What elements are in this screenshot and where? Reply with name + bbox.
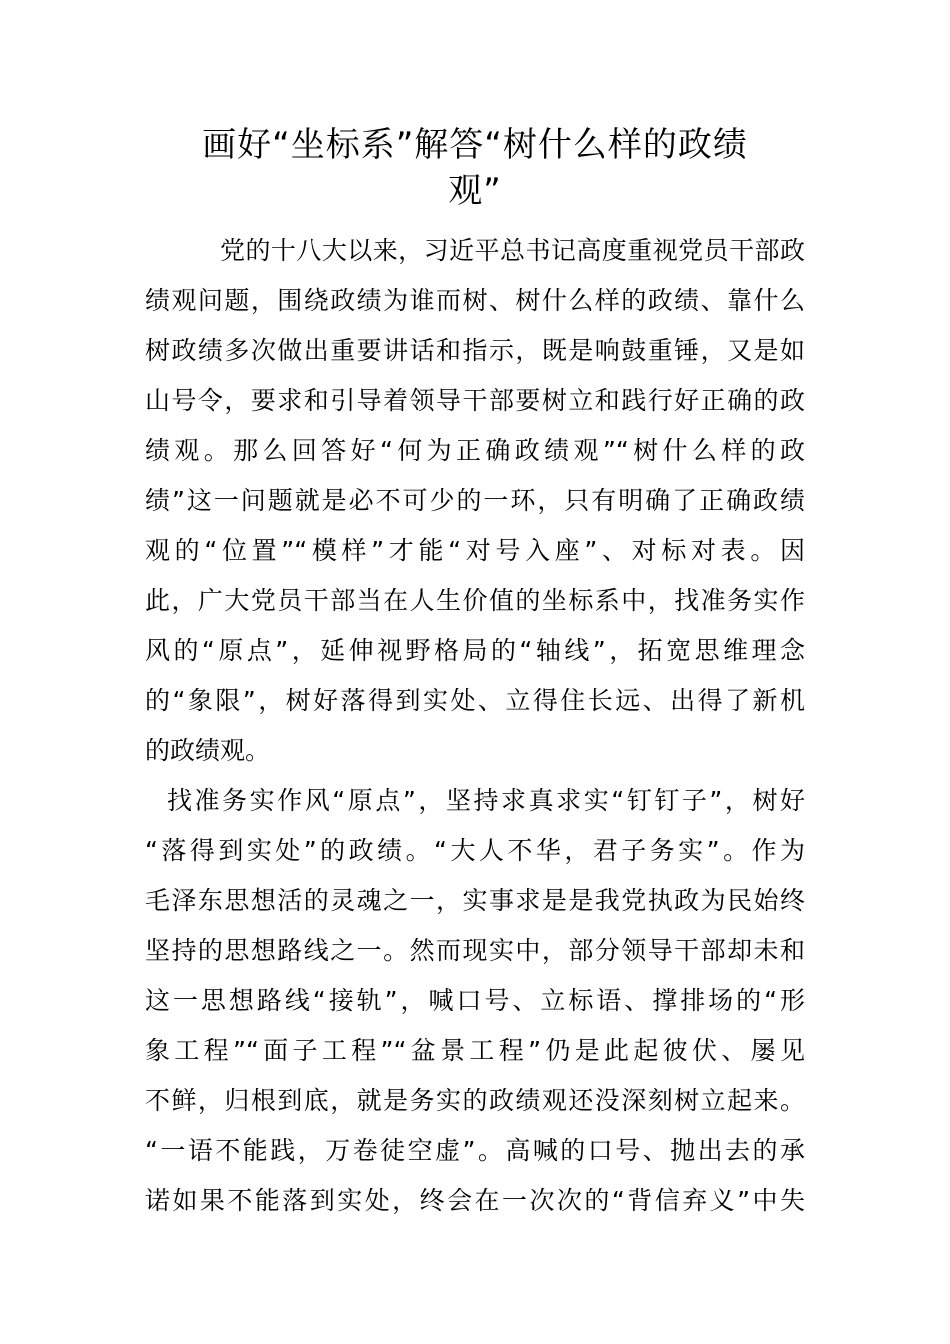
document-body (145, 226, 805, 1226)
paragraph-line: 此，广大党员干部当在人生价值的坐标系中，找准务实作 (145, 586, 805, 615)
paragraph-line: 不鲜，归根到底，就是务实的政绩观还没深刻树立起来。 (145, 1086, 805, 1115)
paragraph-line: 毛泽东思想活的灵魂之一，实事求是是我党执政为民始终 (145, 886, 805, 915)
paragraph-line: 树政绩多次做出重要讲话和指示，既是响鼓重锤，又是如 (145, 336, 805, 365)
paragraph-line: 诺如果不能落到实处，终会在一次次的“背信弃义”中失 (145, 1186, 805, 1215)
paragraph-line: 风的“原点”，延伸视野格局的“轴线”，拓宽思维理念 (145, 636, 805, 665)
paragraph-line: 山号令，要求和引导着领导干部要树立和践行好正确的政 (145, 386, 805, 415)
paragraph-line: 找准务实作风“原点”，坚持求真求实“钉钉子”，树好 (167, 786, 805, 815)
paragraph-line: 党的十八大以来，习近平总书记高度重视党员干部政 (220, 236, 805, 265)
paragraph-line: 观的“位置”“模样”才能“对号入座”、对标对表。因 (145, 536, 805, 565)
paragraph-line: 这一思想路线“接轨”，喊口号、立标语、撑排场的“形 (145, 986, 805, 1015)
paragraph-line: 的政绩观。 (145, 736, 271, 765)
paragraph-line: 绩”这一问题就是必不可少的一环，只有明确了正确政绩 (145, 486, 805, 515)
paragraph-line: “落得到实处”的政绩。“大人不华，君子务实”。作为 (145, 836, 805, 865)
paragraph-line: 坚持的思想路线之一。然而现实中，部分领导干部却未和 (145, 936, 805, 965)
paragraph-line: 象工程”“面子工程”“盆景工程”仍是此起彼伏、屡见 (145, 1036, 805, 1065)
paragraph-line: 绩观。那么回答好“何为正确政绩观”“树什么样的政 (145, 436, 805, 465)
document-title (160, 122, 790, 214)
paragraph-line: 的“象限”，树好落得到实处、立得住长远、出得了新机 (145, 686, 805, 715)
title-line: 观” (448, 171, 502, 211)
paragraph-1 (145, 226, 805, 776)
paragraph-line: 绩观问题，围绕政绩为谁而树、树什么样的政绩、靠什么 (145, 286, 805, 315)
paragraph-2 (145, 776, 805, 1226)
paragraph-line: “一语不能践，万卷徒空虚”。高喊的口号、抛出去的承 (145, 1136, 805, 1165)
title-line: 画好“坐标系”解答“树什么样的政绩 (202, 125, 748, 165)
